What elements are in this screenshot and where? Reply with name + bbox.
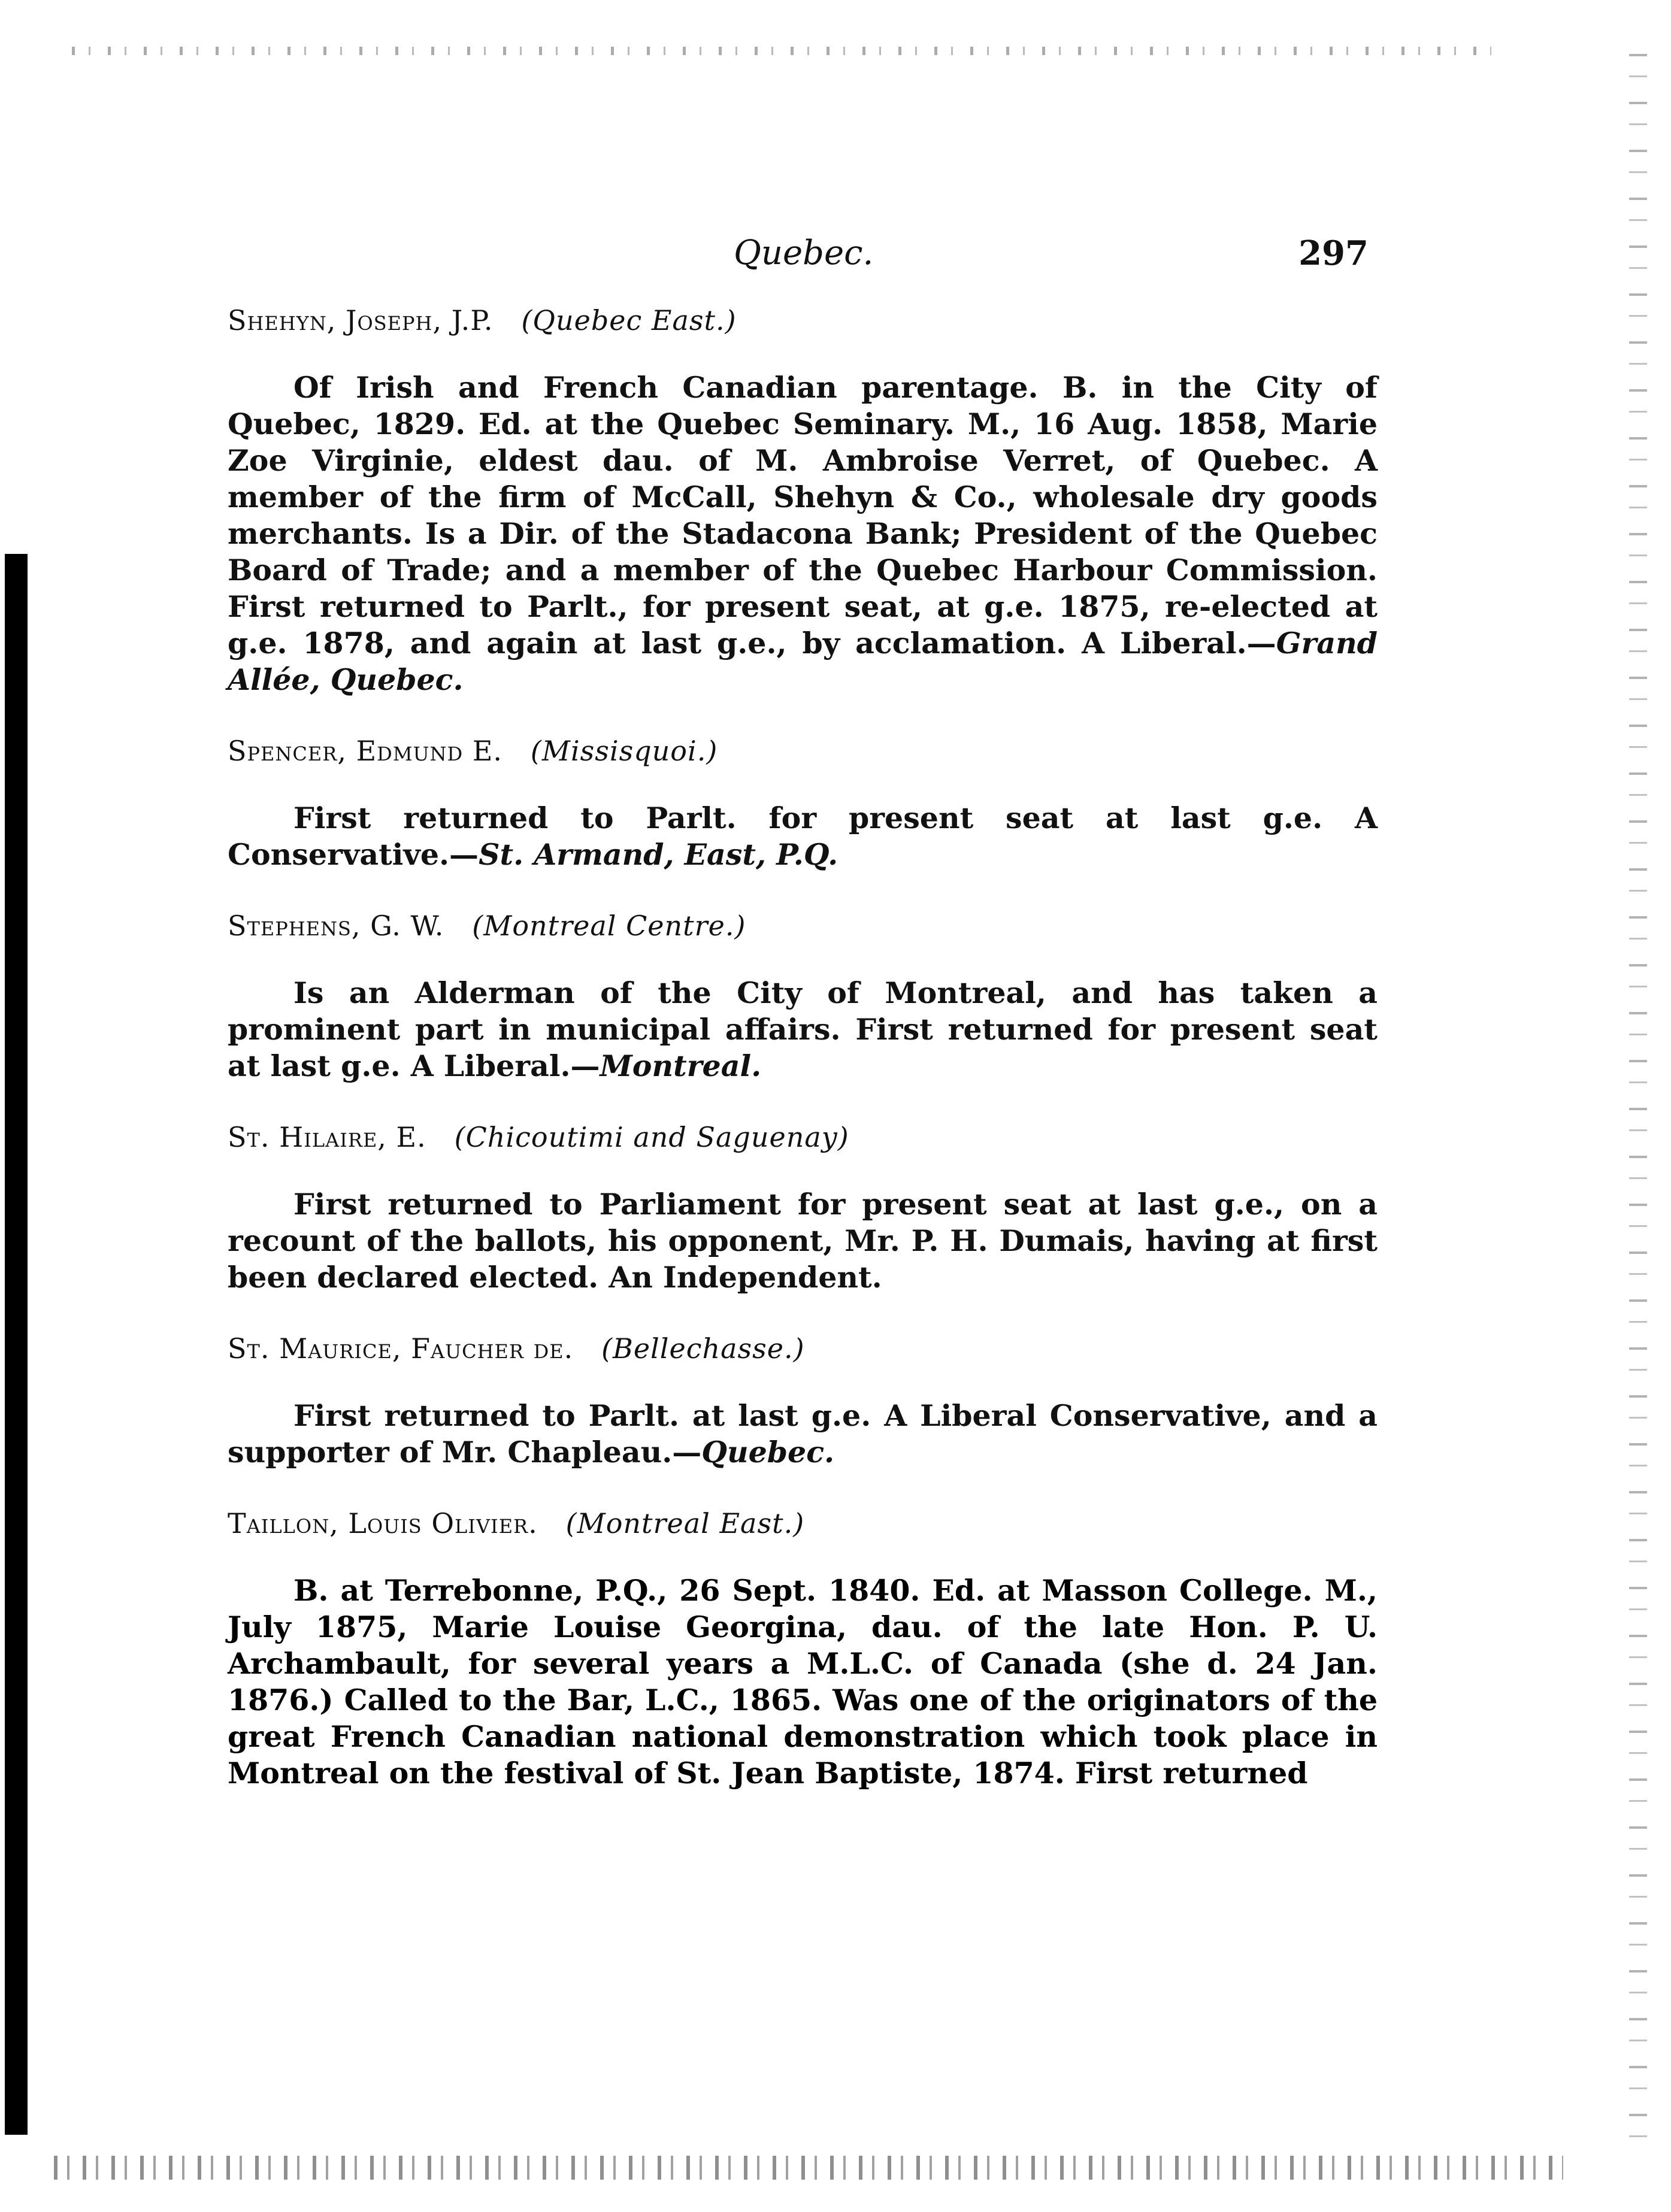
entry-text: B. at Terrebonne, P.Q., 26 Sept. 1840. Ed. at Masson College. M., July 1875, Marie Louise Georgina, dau. of the late Hon. P. U. Archambault, for several years a M.L.C. of Canada (she d. 24 Jan. 1876.) Called to the Bar, L.C., 1865. Was one of the originators of the great French Canadian national demonstration which took place in Montreal on the festival of St. Jean Baptiste, 1874. First returned xyxy=(228,1573,1378,1790)
entry-address: Montreal. xyxy=(600,1049,762,1083)
member-name: Taillon, Louis Olivier. xyxy=(228,1507,538,1540)
entry-body xyxy=(228,975,1378,1084)
constituency: (Missisquoi.) xyxy=(530,735,718,767)
entry-heading xyxy=(228,733,1378,769)
member-name: St. Maurice, Faucher de. xyxy=(228,1332,574,1365)
entry-body xyxy=(228,800,1378,873)
member-suffix: , J.P. xyxy=(432,304,494,337)
entry-body xyxy=(228,369,1378,698)
entry-address: Grand Allée, Quebec. xyxy=(228,626,1378,697)
entry-text: First returned to Parliament for present seat at last g.e., on a recount of the ballots, his opponent, Mr. P. H. Dumais, having at first been declared elected. An Independent. xyxy=(228,1187,1378,1295)
entry-body xyxy=(228,1186,1378,1296)
constituency: (Montreal East.) xyxy=(565,1507,805,1540)
scan-noise-right xyxy=(1629,54,1647,2138)
entry-heading xyxy=(228,302,1378,338)
constituency: (Bellechasse.) xyxy=(601,1332,805,1365)
entry-heading xyxy=(228,1119,1378,1155)
member-name: Shehyn, Joseph xyxy=(228,304,433,337)
entry-heading xyxy=(228,908,1378,944)
entry-spencer xyxy=(228,733,1378,873)
entry-text: Of Irish and French Canadian parentage. B. in the City of Quebec, 1829. Ed. at the Quebec Seminary. M., 16 Aug. 1858, Marie Zoe Virginie, eldest dau. of M. Ambroise Verret, of Quebec. A member of the firm of McCall, Shehyn & Co., wholesale dry goods merchants. Is a Dir. of the Stadacona Bank; President of the Quebec Board of Trade; and a member of the Quebec Harbour Commission. First returned to Parlt., for present seat, at g.e. 1875, re-elected at g.e. 1878, and again at last g.e., by acclamation. A Liberal.— xyxy=(228,370,1378,660)
scan-binding-edge xyxy=(5,554,28,2135)
entry-address: St. Armand, East, P.Q. xyxy=(479,837,838,872)
entry-shehyn xyxy=(228,302,1378,698)
scan-noise-top xyxy=(72,47,1491,55)
entry-body xyxy=(228,1398,1378,1471)
page-number: 297 xyxy=(1298,234,1369,273)
entry-address: Quebec. xyxy=(701,1435,835,1469)
constituency: (Quebec East.) xyxy=(521,304,737,337)
entry-taillon xyxy=(228,1505,1378,1792)
entry-text: Is an Alderman of the City of Montreal, and has taken a prominent part in municipal affairs. First returned for present seat at last g.e. A Liberal.— xyxy=(228,975,1378,1083)
scan-noise-bottom xyxy=(54,2156,1563,2180)
entry-st-hilaire xyxy=(228,1119,1378,1296)
entry-body xyxy=(228,1572,1378,1792)
entry-heading xyxy=(228,1505,1378,1541)
constituency: (Montreal Centre.) xyxy=(472,910,746,942)
entry-stephens xyxy=(228,908,1378,1084)
entry-text: First returned to Parlt. for present seat at last g.e. A Conservative.— xyxy=(228,801,1378,872)
member-name: Stephens, G. W. xyxy=(228,910,444,942)
constituency: (Chicoutimi and Saguenay) xyxy=(454,1121,849,1153)
page-header xyxy=(734,234,1369,281)
entry-st-maurice xyxy=(228,1331,1378,1471)
entry-heading xyxy=(228,1331,1378,1366)
member-name: Spencer, Edmund E. xyxy=(228,735,503,767)
entries-list xyxy=(228,302,1378,1826)
entry-text: First returned to Parlt. at last g.e. A Liberal Conservative, and a supporter of Mr. Chapleau.— xyxy=(228,1398,1378,1469)
member-name: St. Hilaire, E. xyxy=(228,1121,426,1153)
running-title: Quebec. xyxy=(734,234,874,272)
